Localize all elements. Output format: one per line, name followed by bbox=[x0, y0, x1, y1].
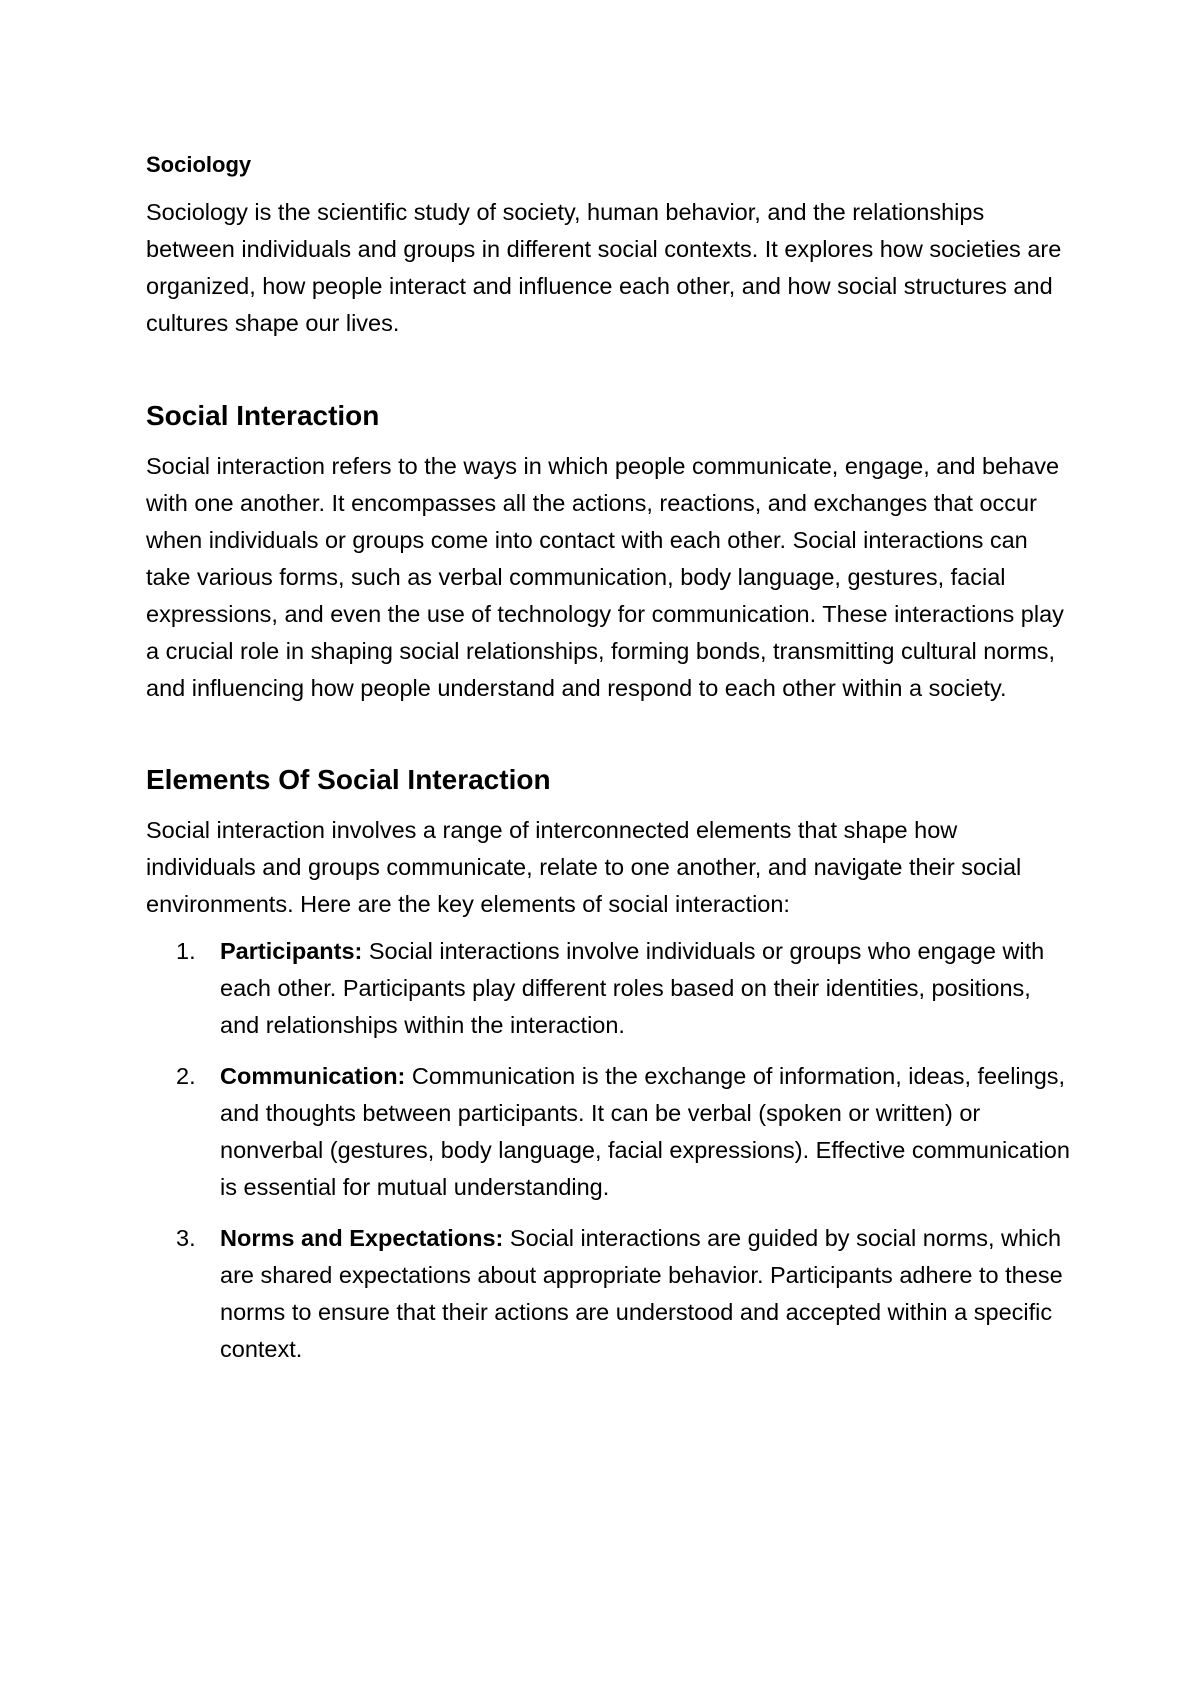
list-item-term: Norms and Expectations: bbox=[220, 1225, 504, 1251]
list-item-text: Social interactions involve individuals or groups who engage with each other. Participants play different roles based on their identities, positions, and relationships within the interaction. bbox=[220, 938, 1045, 1038]
section-paragraph: Social interaction refers to the ways in which people communicate, engage, and behave with one another. It encompasses all the actions, reactions, and exchanges that occur when individuals or groups come into contact with each other. Social interactions can take various forms, such as verbal communication, body language, gestures, facial expressions, and even the use of technology for communication. These interactions play a crucial role in shaping social relationships, forming bonds, transmitting cultural norms, and influencing how people understand and respond to each other within a society. bbox=[146, 453, 1064, 701]
section-social-interaction bbox=[146, 398, 1070, 707]
list-item bbox=[146, 1220, 1070, 1368]
section-elements-of-social-interaction bbox=[146, 762, 1070, 1368]
list-item-number: 3. bbox=[176, 1225, 196, 1251]
list-item bbox=[146, 933, 1070, 1044]
list-item-term: Participants: bbox=[220, 938, 363, 964]
key-elements-list bbox=[146, 933, 1070, 1368]
list-item-text: Communication is the exchange of information, ideas, feelings, and thoughts between participants. It can be verbal (spoken or written) or nonverbal (gestures, body language, facial expressions). Effective communication is essential for mutual understanding. bbox=[220, 1063, 1070, 1200]
intro-paragraph: Sociology is the scientific study of society, human behavior, and the relationships between individuals and groups in different social contexts. It explores how societies are organized, how people interact and influence each other, and how social structures and cultures shape our lives. bbox=[146, 199, 1062, 336]
list-item-text: Social interactions are guided by social norms, which are shared expectations about appropriate behavior. Participants adhere to these norms to ensure that their actions are understood and accepted within a specific context. bbox=[220, 1225, 1063, 1362]
list-item-number: 1. bbox=[176, 938, 196, 964]
list-item-number: 2. bbox=[176, 1063, 196, 1089]
section-paragraph: Social interaction involves a range of interconnected elements that shape how individuals and groups communicate, relate to one another, and navigate their social environments. Here are the key elements of social interaction: bbox=[146, 817, 1022, 917]
document-title: Sociology bbox=[146, 152, 252, 177]
list-item-term: Communication: bbox=[220, 1063, 406, 1089]
section-heading: Elements Of Social Interaction bbox=[146, 764, 551, 795]
section-heading: Social Interaction bbox=[146, 400, 380, 431]
list-item bbox=[146, 1058, 1070, 1206]
